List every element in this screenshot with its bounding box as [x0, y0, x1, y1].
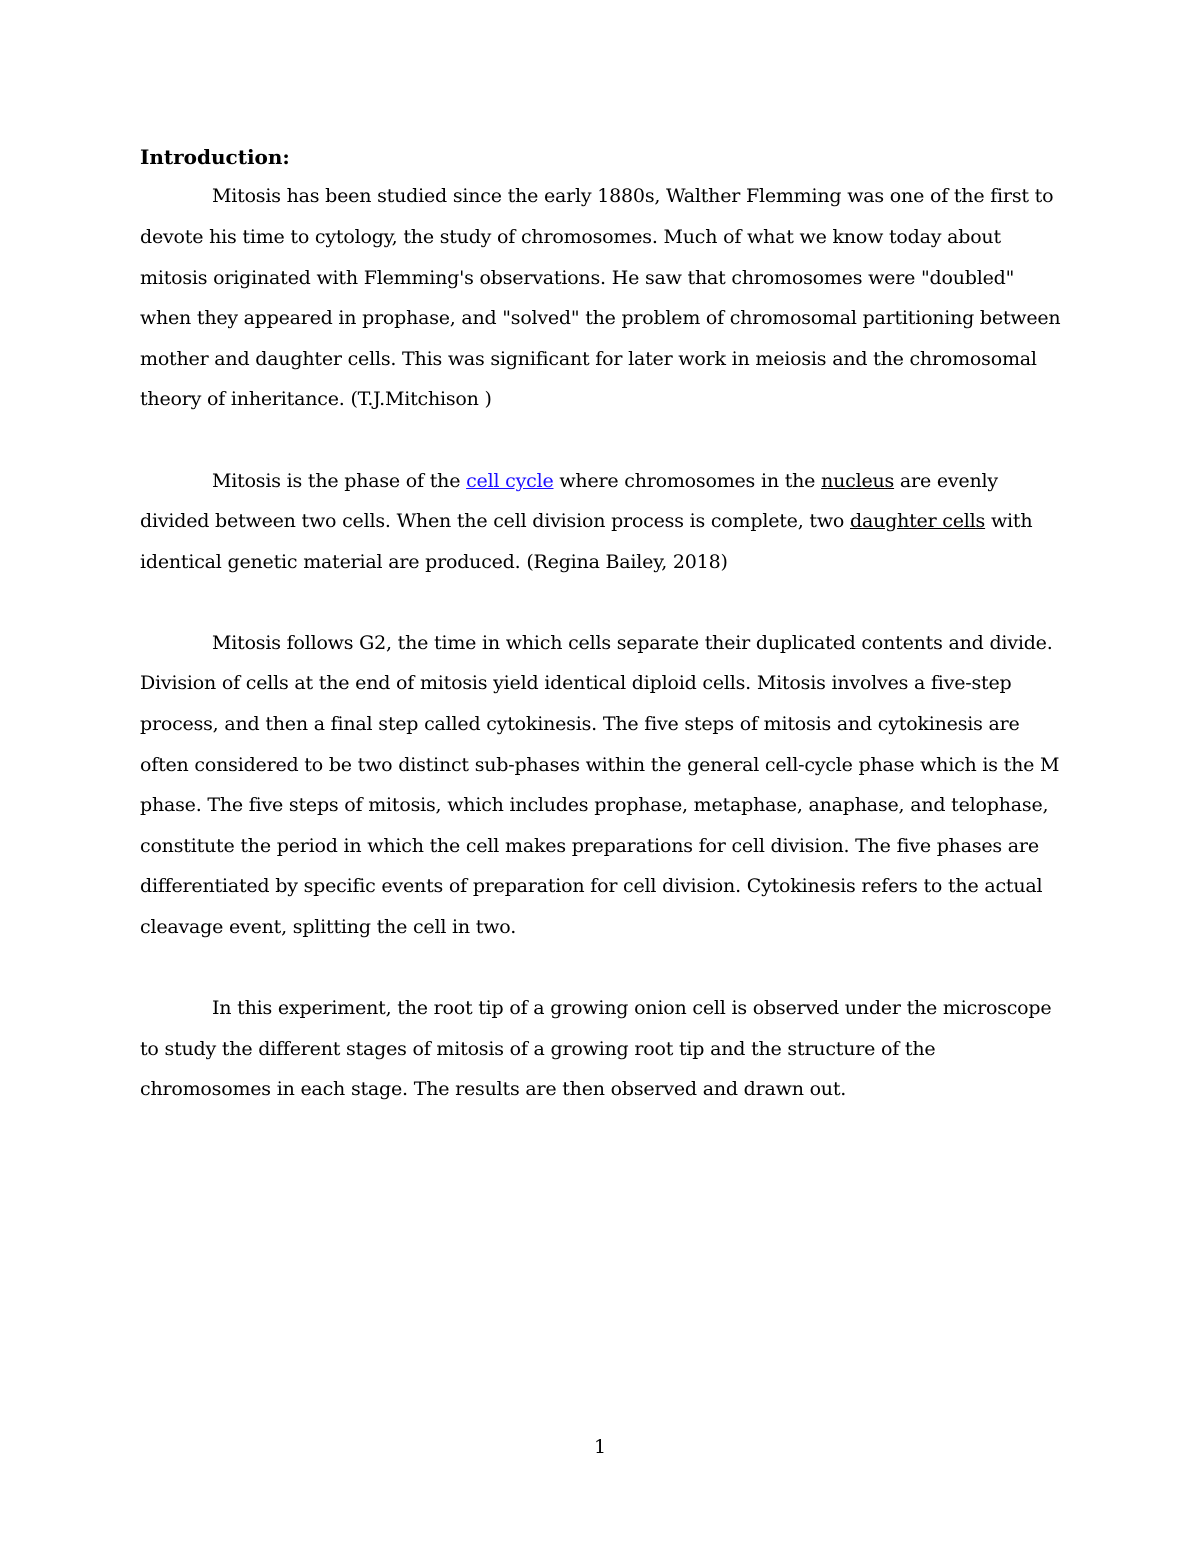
cell-cycle-link[interactable]: cell cycle	[466, 470, 554, 492]
paragraph-3-line-3: process, and then a final step called cytokinesis. The five steps of mitosis and cytokinesis are	[140, 713, 1020, 735]
daughter-cells-underlined-term: daughter cells	[849, 510, 986, 532]
nucleus-underlined-term: nucleus	[821, 470, 895, 492]
paragraph-1-line-4: when they appeared in prophase, and "solved" the problem of chromosomal partitioning between	[140, 307, 1061, 329]
text-segment: divided between two cells. When the cell division process is complete, two	[140, 510, 850, 532]
paragraph-1-line-5: mother and daughter cells. This was significant for later work in meiosis and the chromosomal	[140, 348, 1037, 370]
paragraph-3-line-2: Division of cells at the end of mitosis yield identical diploid cells. Mitosis involves a five-step	[140, 672, 1012, 694]
paragraph-2-line-2	[140, 507, 1032, 535]
paragraph-1-line-6: theory of inheritance. (T.J.Mitchison )	[140, 388, 492, 410]
text-segment: with	[985, 510, 1033, 532]
page-number: 1	[593, 1436, 607, 1458]
paragraph-3-line-4: often considered to be two distinct sub-phases within the general cell-cycle phase which is the M	[140, 754, 1060, 776]
paragraph-4-line-2: to study the different stages of mitosis of a growing root tip and the structure of the	[140, 1038, 936, 1060]
text-segment: are evenly	[894, 470, 998, 492]
paragraph-1-line-1: Mitosis has been studied since the early 1880s, Walther Flemming was one of the first to	[212, 185, 1054, 207]
section-heading: Introduction:	[140, 145, 290, 169]
paragraph-4-line-3: chromosomes in each stage. The results are then observed and drawn out.	[140, 1078, 847, 1100]
text-segment: where chromosomes in the	[553, 470, 822, 492]
paragraph-2-line-3: identical genetic material are produced. (Regina Bailey, 2018)	[140, 551, 728, 573]
paragraph-4-line-1: In this experiment, the root tip of a growing onion cell is observed under the microscope	[212, 997, 1052, 1019]
paragraph-3-line-1: Mitosis follows G2, the time in which cells separate their duplicated contents and divide.	[212, 632, 1053, 654]
paragraph-3-line-6: constitute the period in which the cell makes preparations for cell division. The five phases are	[140, 835, 1039, 857]
paragraph-2-line-1	[212, 467, 998, 495]
paragraph-3-line-8: cleavage event, splitting the cell in two.	[140, 916, 517, 938]
paragraph-3-line-5: phase. The five steps of mitosis, which includes prophase, metaphase, anaphase, and telophase,	[140, 794, 1049, 816]
paragraph-1-line-2: devote his time to cytology, the study of chromosomes. Much of what we know today about	[140, 226, 1001, 248]
text-segment: Mitosis is the phase of the	[212, 470, 467, 492]
paragraph-1-line-3: mitosis originated with Flemming's observations. He saw that chromosomes were "doubled"	[140, 267, 1015, 289]
paragraph-3-line-7: differentiated by specific events of preparation for cell division. Cytokinesis refers to the actual	[140, 875, 1043, 897]
